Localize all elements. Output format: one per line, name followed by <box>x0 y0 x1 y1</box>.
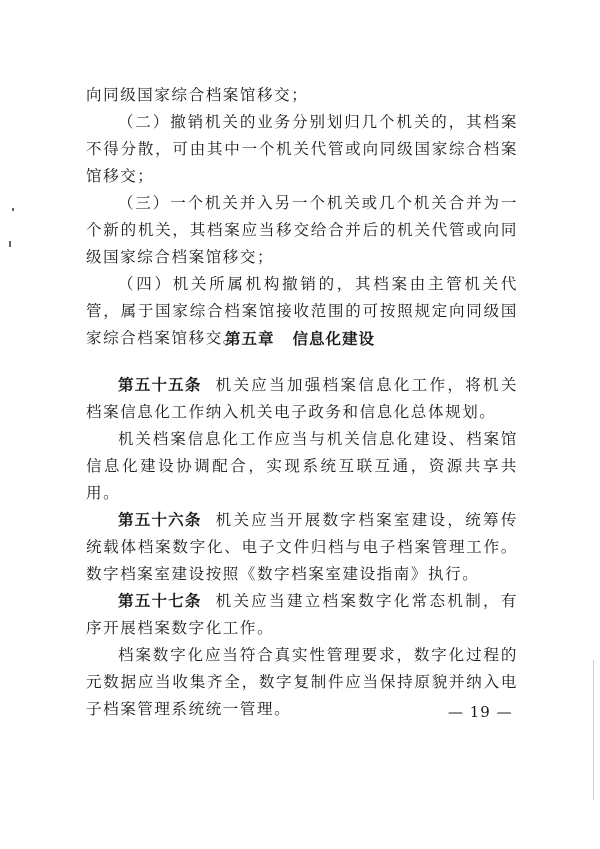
article-56-text: 机关应当开展数字档案室建设，统筹传统载体档案数字化、电子文件归档与电子档案管理工作。数字档案室建设按照《数字档案室建设指南》执行。 <box>86 511 518 583</box>
scan-speck <box>9 241 11 247</box>
article-57-paragraph-2: 档案数字化应当符合真实性管理要求，数字化过程的元数据应当收集齐全，数字复制件应当保持原貌并纳入电子档案管理系统统一管理。 <box>86 646 518 718</box>
article-57 <box>86 588 518 642</box>
article-57-label: 第五十七条 <box>118 592 202 610</box>
paragraph-continuation: 向同级国家综合档案馆移交； <box>86 86 309 104</box>
article-55-text: 机关应当加强档案信息化工作，将机关档案信息化工作纳入机关电子政务和信息化总体规划。 <box>86 376 518 421</box>
scan-edge-line <box>593 660 594 800</box>
scan-speck <box>12 208 14 211</box>
body-section-1 <box>86 82 518 352</box>
chapter-heading <box>0 327 600 349</box>
article-55-paragraph-2: 机关档案信息化工作应当与机关信息化建设、档案馆信息化建设协调配合，实现系统互联互通，资源共享共用。 <box>86 430 518 502</box>
chapter-number: 第五章 <box>224 330 275 348</box>
body-section-2 <box>86 372 518 723</box>
article-57-text: 机关应当建立档案数字化常态机制，有序开展档案数字化工作。 <box>86 592 518 637</box>
article-55 <box>86 372 518 426</box>
chapter-title: 信息化建设 <box>292 330 376 348</box>
paragraph-item-2: （二）撤销机关的业务分别划归几个机关的，其档案不得分散，可由其中一个机关代管或向同级国家综合档案馆移交； <box>86 113 518 185</box>
page-number: — 19 — <box>448 703 513 721</box>
article-56-label: 第五十六条 <box>118 511 202 529</box>
paragraph-item-3: （三）一个机关并入另一个机关或几个机关合并为一个新的机关，其档案应当移交给合并后的机关代管或向同级国家综合档案馆移交； <box>86 194 518 266</box>
paragraph-item-4: （四）机关所属机构撤销的，其档案由主管机关代管，属于国家综合档案馆接收范围的可按照规定向同级国家综合档案馆移交。 <box>86 275 518 347</box>
article-56 <box>86 507 518 588</box>
article-55-label: 第五十五条 <box>118 376 202 394</box>
